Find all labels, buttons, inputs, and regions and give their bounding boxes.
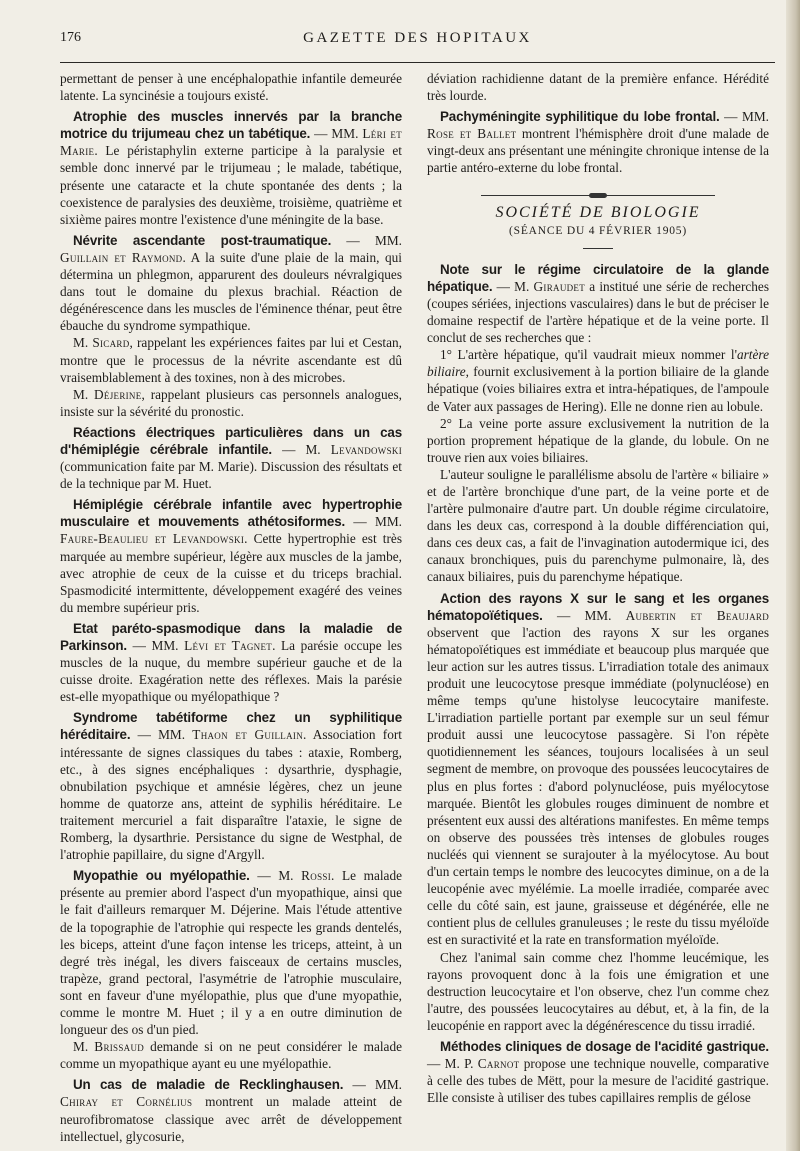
emphasis: artère biliaire bbox=[427, 347, 769, 380]
article-authors: Guillain et Raymond bbox=[60, 249, 183, 265]
paragraph: M. Sicard, rappelant les expériences faites par lui et Cestan, montre que le processus de la névrite ascendante est dû vraisemblablement à des toxines, non à des microbes. bbox=[60, 335, 402, 385]
article-text: a institué une série de recherches (coupes sériées, injections vasculaires) dans le but de préciser le domaine respectif de l'artère hépatique et de la veine porte. Il conclut de ses recherches que : bbox=[427, 278, 769, 346]
article-text: . Cette hypertrophie est très marquée au membre supérieur, légère aux muscles de la jambe, avec atrophie de ceux de la cuisse et du triceps brachial. Spasmodicité intermittente, développement exagéré des veines du membre supérieur pris. bbox=[60, 531, 402, 615]
paragraph-text: 1° L'artère hépatique, qu'il vaudrait mieux nommer l' bbox=[440, 347, 737, 363]
article-acidite-gastrique: Méthodes cliniques de dosage de l'acidité gastrique. — M. P. Carnot propose une technique nouvelle, comparative à celle des tubes de Mëtt, pour la mesure de l'acidité gastrique. Elle consiste à utiliser des tubes capillaires remplis de gélose bbox=[427, 1038, 769, 1106]
author-name: Sicard bbox=[92, 335, 130, 351]
paragraph: déviation rachidienne datant de la première enfance. Hérédité très lourde. bbox=[427, 71, 769, 104]
paragraph: L'auteur souligne le parallélisme absolu de l'artère « biliaire » et de l'artère bronchique d'une part, de la veine porte et de l'artère pulmonaire d'autre part. Un double régime circulatoire, dans les deux cas, correspond à la double différenciation qui, dans ces deux cas, a fait de l'invagination autodermique ici, des canaux bronchiques, puis du parenchyme pulmonaire, là, des canaux biliaires, puis du parenchyme hépatique. bbox=[427, 466, 769, 585]
page-edge bbox=[786, 0, 800, 1151]
article-authors: Chiray et Cornélius bbox=[60, 1094, 193, 1110]
article-heading: Myopathie ou myélopathie. bbox=[73, 868, 250, 884]
paragraph-text: , fournit exclusivement à la portion biliaire de la glande hépatique (voies biliaires extra et intra-hépatiques, de l'ampoule de Vater aux passages de Hering). Elle ne donne rien au lobule. bbox=[427, 364, 769, 414]
article-authors: Rose et Ballet bbox=[427, 126, 517, 142]
article-recklinghausen: Un cas de maladie de Recklinghausen. — MM. Chiray et Cornélius montrent un malade atteint de neurofibromatose classique avec arrêt de développement intellectuel, glycosurie, bbox=[60, 1077, 402, 1144]
article-heading: Hémiplégie cérébrale infantile avec hypertrophie musculaire et mouvements athétosiformes. bbox=[60, 497, 402, 530]
page-number: 176 bbox=[60, 30, 81, 45]
paragraph bbox=[427, 346, 769, 414]
session-date: (SÉANCE DU 4 FÉVRIER 1905) bbox=[509, 224, 687, 237]
paragraph-text: demande si on ne peut considérer le malade comme un myopathique ayant eu une myélopathie. bbox=[60, 1039, 402, 1072]
article-syndrome-tabetiforme: Syndrome tabétiforme chez un syphilitique héréditaire. — MM. Thaon et Guillain. Association fort intéressante de signes classiques du tabes : ataxie, Romberg, etc., à des signes encéphaliques : dysarthrie, dysphagie, obnubilation psychique et amnésie légères, chez un jeune homme de quatorze ans, atteint de syphilis héréditaire. Le traitement mercuriel a fait disparaître l'ataxie, le signe de Romberg, la dysarthrie. Persistance du signe de Westphal, de l'atrophie papillaire, du signe d'Argyll. bbox=[60, 710, 402, 863]
article-heading: Action des rayons X sur le sang et les organes hématopoïétiques. bbox=[427, 590, 769, 623]
article-authors: Lévi et Tagnet bbox=[184, 638, 273, 653]
left-column bbox=[60, 70, 402, 1145]
article-authors: Rossi bbox=[301, 868, 331, 884]
paragraph-text: , rappelant les expériences faites par lui et Cestan, montre que le processus de la névrite ascendante est dû vraisemblablement à des toxines, non à des microbes. bbox=[60, 335, 402, 385]
article-heading: Syndrome tabétiforme chez un syphilitique héréditaire. bbox=[60, 710, 402, 743]
section-rule bbox=[583, 248, 613, 249]
page-header bbox=[60, 30, 775, 56]
article-pachymeningite: Pachyméningite syphilitique du lobe frontal. — MM. Rose et Ballet montrent l'hémisphère droit d'une malade de vingt-deux ans présentant une méningite chronique intense de la partie antéro-externe du lobe frontal. bbox=[427, 109, 770, 176]
right-column bbox=[427, 70, 769, 1106]
article-heading: Atrophie des muscles innervés par la branche motrice du trijumeau chez un tabétique. bbox=[60, 109, 402, 142]
article-heading: Méthodes cliniques de dosage de l'acidité gastrique. bbox=[440, 1038, 769, 1054]
paragraph: Chez l'animal sain comme chez l'homme leucémique, les rayons provoquent donc à la fois une émigration et une destruction leucocytaire et l'on observe, chez l'un comme chez l'autre, des poussées leucocytaires au début, et, à la fin, de la leucopénie en rapport avec la dégénérescence du tissu irradié. bbox=[427, 949, 769, 1033]
running-title: GAZETTE DES HOPITAUX bbox=[303, 30, 532, 46]
article-authors: Carnot bbox=[477, 1056, 520, 1072]
article-heading: Note sur le régime circulatoire de la glande hépatique. bbox=[427, 261, 769, 294]
paragraph-text: , rappelant plusieurs cas personnels analogues, insiste sur la sévérité du pronostic. bbox=[60, 386, 402, 419]
article-myopathie: Myopathie ou myélopathie. — M. Rossi. Le malade présente au premier abord l'aspect d'un myopathique, ainsi que le fait d'ailleurs remarquer M. Déjerine. Mais l'étude attentive de la topographie de l'atrophie qui respecte les grands dentelés, les biceps, atteint d'une façon intense les triceps, atteint, à un degré très inégal, les divers faisceaux de certains muscles, trapèze, grand pectoral, l'asymétrie de l'atrophie musculaire, sont en faveur d'une myélopathie, plus que d'une myopathie, comme le montre M. Huet ; il y a en outre diminution de longueur des os d'un pied. bbox=[60, 868, 403, 1038]
article-authors: Giraudet bbox=[533, 278, 586, 294]
article-authors: Thaon et Guillain bbox=[192, 727, 303, 743]
article-authors: Levandowski bbox=[330, 441, 403, 457]
article-text: (communication faite par M. Marie). Discussion des résultats et de la technique par M. Huet. bbox=[60, 459, 402, 492]
article-authors: Léri et Marie bbox=[60, 126, 403, 159]
article-heading: Réactions électriques particulières dans un cas d'hémiplégie cérébrale infantile. bbox=[60, 424, 402, 457]
paragraph: permettant de penser à une encéphalopathie infantile demeurée latente. La syncinésie a toujours existé. bbox=[60, 71, 402, 104]
article-text: montrent l'hémisphère droit d'une malade de vingt-deux ans présentant une méningite chronique intense de la partie antéro-externe du lobe frontal. bbox=[427, 126, 769, 176]
article-parkinson: Etat paréto-spasmodique dans la maladie de Parkinson. — MM. Lévi et Tagnet. La parésie occupe les muscles de la nuque, du membre supérieur gauche et de la cuisse droite. Exagération nette des réflexes. Mais la parésie est-elle myopathique ou myélopathique ? bbox=[60, 620, 403, 705]
article-heading: Un cas de maladie de Recklinghausen. bbox=[73, 1077, 344, 1093]
header-rule bbox=[60, 62, 775, 63]
article-text: propose une technique nouvelle, comparative à celle des tubes de Mëtt, pour la mesure de l'acidité gastrique. Elle consiste à utiliser des tubes capillaires remplis de gélose bbox=[427, 1056, 769, 1106]
article-text: . Le péristaphylin externe participe à la paralysie et semble donc innervé par le trijumeau ; le malade, tabétique, présente une cataracte et la chute spontanée des dents ; la coexistence de paralysies des deuxième, troisième, quatrième et sixième paires montre l'existence d'une méningite de la base. bbox=[60, 143, 402, 227]
section-ornament bbox=[427, 186, 769, 196]
section-title: SOCIÉTÉ DE BIOLOGIE bbox=[495, 203, 701, 221]
author-name: Déjerine bbox=[94, 386, 142, 402]
article-text: . Association fort intéressante de signes classiques du tabes : ataxie, Romberg, etc., à des signes encéphaliques : dysarthrie, dysphagie, obnubilation psychique et amnésie légères, chez un jeune homme de quatorze ans, atteint de syphilis héréditaire. Le traitement mercuriel a fait disparaître l'ataxie, le signe de Romberg, la dysarthrie. Persistance du signe de Westphal, de l'atrophie papillaire, du signe d'Argyll. bbox=[60, 727, 402, 863]
article-authors: Aubertin et Beaujard bbox=[625, 607, 769, 623]
article-hemiplegie-hypertrophie: Hémiplégie cérébrale infantile avec hypertrophie musculaire et mouvements athétosiformes. — MM. Faure-Beaulieu et Levandowski. Cette hypertrophie est très marquée au membre supérieur, légère aux muscles de la jambe, avec atrophie de ceux de la cuisse et du triceps brachial. Spasmodicité intermittente, développement exagéré des veines du membre supérieur pris. bbox=[60, 497, 402, 615]
article-text: . Le malade présente au premier abord l'aspect d'un myopathique, ainsi que le fait d'ailleurs remarquer M. Déjerine. Mais l'étude attentive de la topographie de l'atrophie qui respecte les grands dentelés, les biceps, atteint d'une façon intense les triceps, atteint, à un degré très inégal, les divers faisceaux de certains muscles, trapèze, grand pectoral, l'asymétrie de l'atrophie musculaire, sont en faveur d'une myélopathie, plus que d'une myopathie, comme le montre M. Huet ; il y a en outre diminution de longueur des os d'un pied. bbox=[60, 868, 403, 1038]
article-text: . A la suite d'une plaie de la main, qui détermina un phlegmon, apparurent des douleurs névralgiques dans tout le domaine du plexus brachial. Réaction de dégénérescence dans les muscles de l'éminence thénar, peut être ébauche du syndrome sympathique. bbox=[60, 249, 402, 334]
paragraph: 2° La veine porte assure exclusivement la nutrition de la portion proprement hépatique de la glande, du lobule. On ne trouve rien aux voies biliaires. bbox=[427, 415, 769, 465]
paragraph: M. Brissaud demande si on ne peut considérer le malade comme un myopathique ayant eu une myélopathie. bbox=[60, 1039, 402, 1072]
article-heading: Névrite ascendante post-traumatique. bbox=[73, 232, 332, 248]
paragraph: M. Déjerine, rappelant plusieurs cas personnels analogues, insiste sur la sévérité du pronostic. bbox=[60, 386, 402, 419]
article-nevrite-ascendante: Névrite ascendante post-traumatique. — MM. Guillain et Raymond. A la suite d'une plaie de la main, qui détermina un phlegmon, apparurent des douleurs névralgiques dans tout le domaine du plexus brachial. Réaction de dégénérescence dans les muscles de l'éminence thénar, peut être ébauche du syndrome sympathique. bbox=[60, 232, 402, 334]
article-heading: Etat paréto-spasmodique dans la maladie de Parkinson. bbox=[60, 620, 402, 653]
article-reactions-electriques: Réactions électriques particulières dans un cas d'hémiplégie cérébrale infantile. — M. Levandowski (communication faite par M. Marie). Discussion des résultats et de la technique par M. Huet. bbox=[60, 424, 403, 492]
article-rayons-x: Action des rayons X sur le sang et les organes hématopoïétiques. — MM. Aubertin et Beaujard observent que l'action des rayons X sur les organes hématopoïétiques est immédiate et beaucoup plus marquée que leur action sur les autres tissus. L'irradiation totale des animaux produit une leucocytose presque immédiate (polynucléose) en même temps qu'une histolyse leucocytaire manifeste. L'irradiation partielle portant par exemple sur un seul fémur produit aussi une leucocytose passagère. Si l'on répète quotidiennement les séances, toujours localisées à un seul segment de membre, on provoque des poussées leucocytaires de plus en plus fortes : d'abord polynucléose, puis myélocytose marquée. Bientôt les globules rouges diminuent de nombre et présentent eux aussi des altérations manifestes. En même temps on observe des poussées très intenses de globules rouges nucléés qui viennent se surajouter à la myélocytose. Au bout d'un certain temps le nombre des leucocytes diminue, on a de la leucopénie avec myélémie. La moelle irradiée, comparée avec celle du côté sain, est jaune, graisseuse et dégénérée, elle ne contient plus de cellules granuleuses ; le reste du tissu myéloïde est en suractivité et la rate en transformation myéloïde. bbox=[427, 590, 769, 948]
article-authors: Faure-Beaulieu et Levandowski bbox=[60, 531, 245, 547]
article-text: montrent un malade atteint de neurofibromatose classique avec arrêt de développement intellectuel, glycosurie, bbox=[60, 1094, 402, 1144]
article-heading: Pachyméningite syphilitique du lobe frontal. bbox=[440, 109, 720, 125]
article-text: observent que l'action des rayons X sur les organes hématopoïétiques est immédiate et beaucoup plus marquée que leur action sur les autres tissus. L'irradiation totale des animaux produit une leucocytose presque immédiate (polynucléose) en même temps qu'une histolyse leucocytaire manifeste. L'irradiation partielle portant par exemple sur un seul fémur produit aussi une leucocytose passagère. Si l'on répète quotidiennement les séances, toujours localisées à un seul segment de membre, on provoque des poussées leucocytaires de plus en plus fortes : d'abord polynucléose, puis myélocytose marquée. Bientôt les globules rouges diminuent de nombre et présentent eux aussi des altérations manifestes. En même temps on observe des poussées très intenses de globules rouges nucléés qui viennent se surajouter à la myélocytose. Au bout d'un certain temps le nombre des leucocytes diminue, on a de la leucopénie avec myélémie. La moelle irradiée, comparée avec celle du côté sain, est jaune, graisseuse et dégénérée, elle ne contient plus de cellules granuleuses ; le reste du tissu myéloïde est en suractivité et la rate en transformation myéloïde. bbox=[427, 624, 769, 948]
article-atrophie-trijumeau: Atrophie des muscles innervés par la branche motrice du trijumeau chez un tabétique. — MM. Léri et Marie. Le péristaphylin externe participe à la paralysie et semble donc innervé par le trijumeau ; le malade, tabétique, présente une cataracte et la chute spontanée des dents ; la coexistence de paralysies des deuxième, troisième, quatrième et sixième paires montre l'existence d'une méningite de la base. bbox=[60, 109, 403, 227]
article-text: . La parésie occupe les muscles de la nuque, du membre supérieur gauche et de la cuisse droite. Exagération nette des réflexes. Mais la parésie est-elle myopathique ou myélopathique ? bbox=[60, 638, 403, 705]
author-name: Brissaud bbox=[94, 1039, 145, 1055]
article-regime-circulatoire: Note sur le régime circulatoire de la glande hépatique. — M. Giraudet a institué une série de recherches (coupes sériées, injections vasculaires) dans le but de préciser le domaine respectif de l'artère hépatique et de la veine porte. Il conclut de ses recherches que : bbox=[427, 261, 769, 346]
